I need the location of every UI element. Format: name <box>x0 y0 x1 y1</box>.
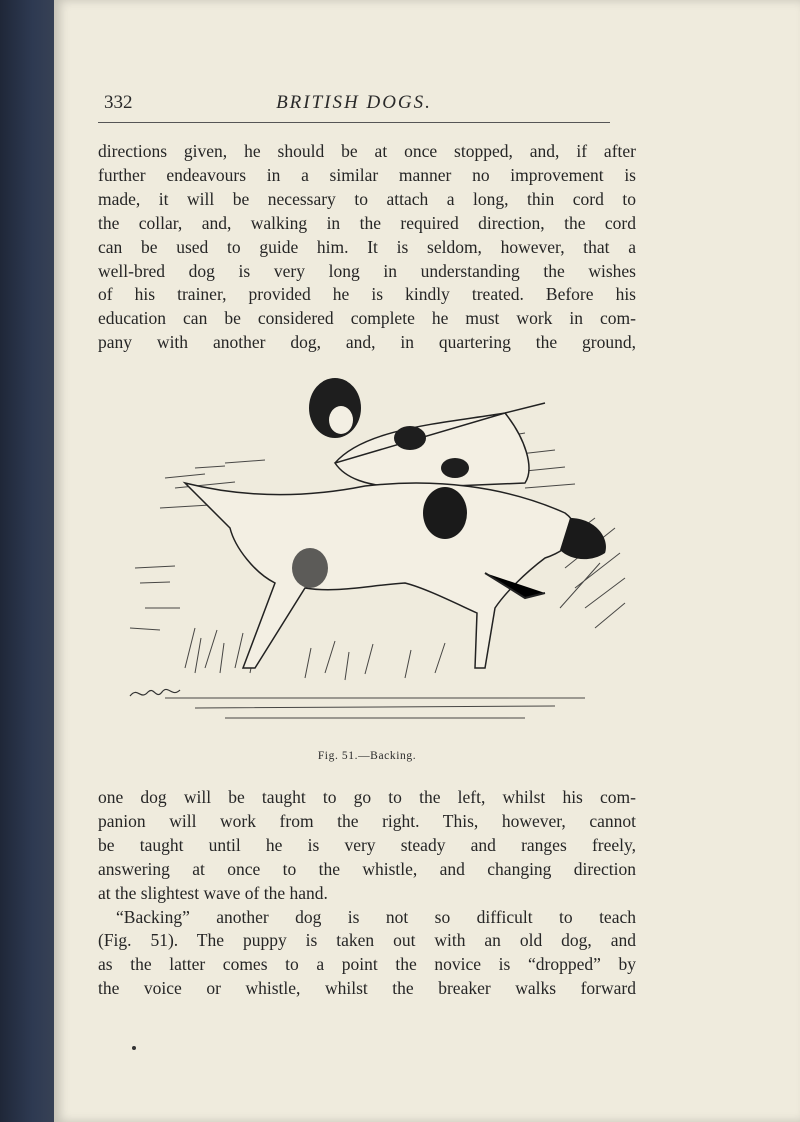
text-line: panion will work from the right. This, however, cannot <box>98 810 636 831</box>
running-head: BRITISH DOGS. <box>276 92 432 113</box>
text-line: further endeavours in a similar manner no improvement is <box>98 164 636 185</box>
text-line: pany with another dog, and, in quartering the ground, <box>98 332 636 353</box>
text-line: of his trainer, provided he is kindly treated. Before his <box>98 284 636 305</box>
page-number: 332 <box>104 92 133 113</box>
text-line: be taught until he is very steady and ranges freely, <box>98 834 636 855</box>
back-dog <box>309 378 545 488</box>
text-line: at the slightest wave of the hand. <box>98 882 328 903</box>
figure-caption: Fig. 51.—Backing. <box>317 750 417 762</box>
text-line: education can be considered complete he must work in com- <box>98 308 636 329</box>
ink-speck <box>132 1046 136 1050</box>
text-line: (Fig. 51). The puppy is taken out with an old dog, and <box>98 930 636 951</box>
text-line: the voice or whistle, whilst the breaker walks forward <box>98 978 636 999</box>
text-line: can be used to guide him. It is seldom, however, that a <box>98 236 636 257</box>
text-line: made, it will be necessary to attach a long, thin cord to <box>98 188 636 209</box>
text-line: answering at once to the whistle, and changing direction <box>98 858 636 879</box>
body-text-top <box>98 140 636 355</box>
text-line: the collar, and, walking in the required direction, the cord <box>98 212 636 233</box>
dog-illustration <box>105 368 635 738</box>
text-line: well-bred dog is very long in understanding the wishes <box>98 260 636 281</box>
page-header <box>98 92 610 123</box>
scan-binding-edge <box>0 0 60 1122</box>
text-line: “Backing” another dog is not so difficult to teach <box>116 906 636 927</box>
artist-signature <box>130 689 180 696</box>
text-line: one dog will be taught to go to the left, whilst his com- <box>98 787 636 807</box>
text-line: as the latter comes to a point the novice is “dropped” by <box>98 954 636 975</box>
text-line: directions given, he should be at once stopped, and, if after <box>98 141 636 161</box>
body-text-bottom <box>98 786 636 1001</box>
front-dog <box>185 483 606 668</box>
